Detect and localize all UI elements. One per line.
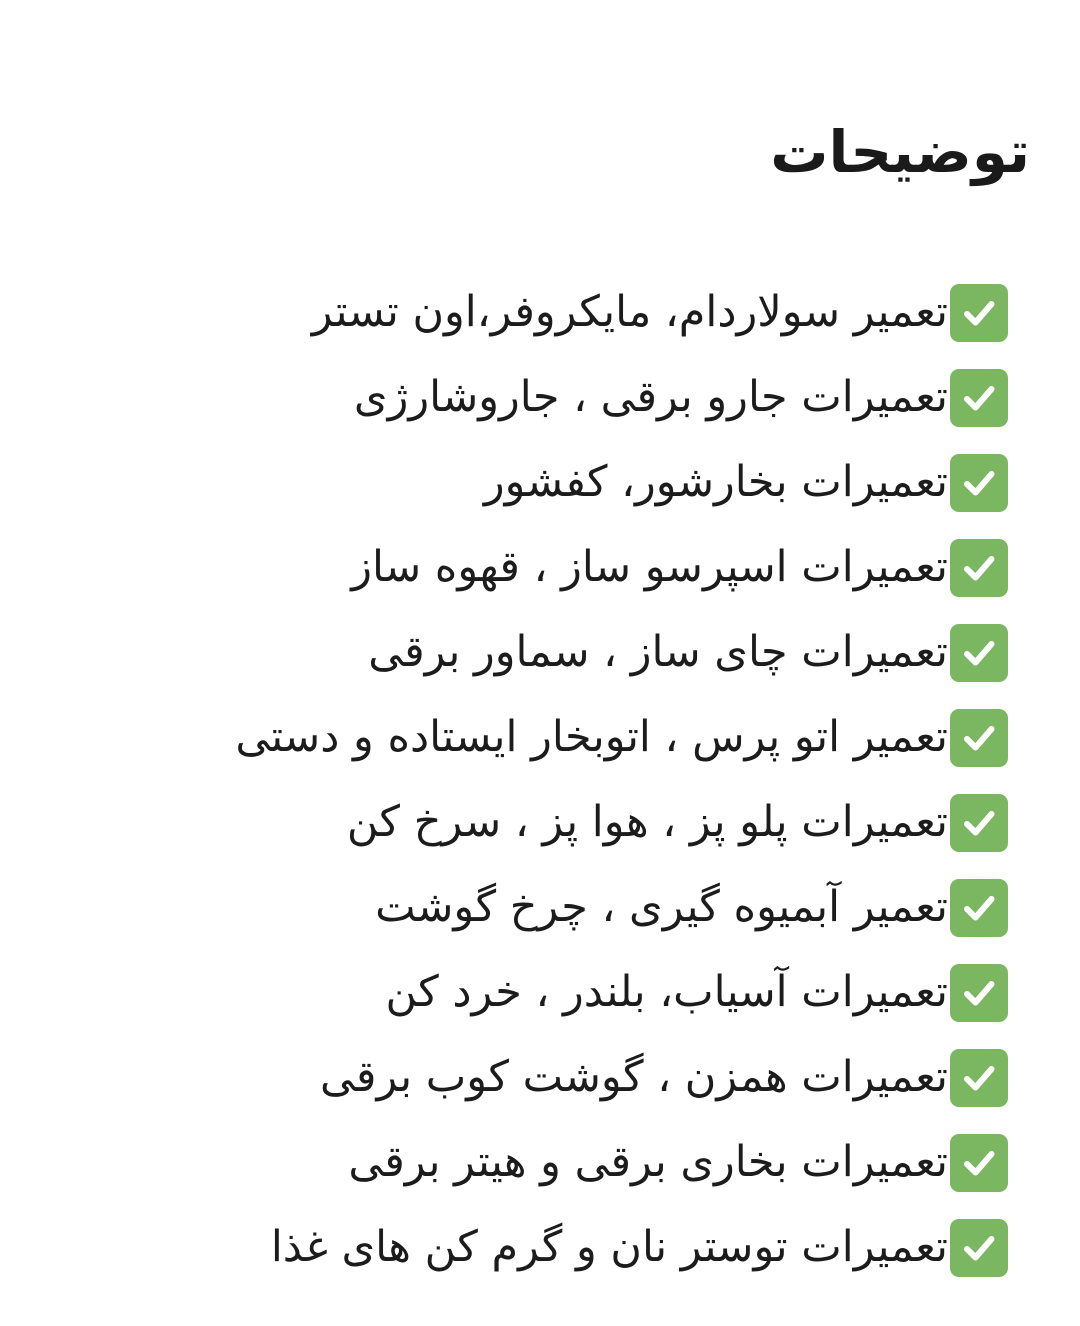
check-mark-icon xyxy=(950,369,1008,427)
list-item xyxy=(40,780,1008,865)
list-item xyxy=(40,1035,1008,1120)
check-mark-icon xyxy=(950,454,1008,512)
check-mark-icon xyxy=(950,624,1008,682)
list-item-label: تعمیرات جارو برقی ، جاروشارژی xyxy=(353,372,948,422)
list-item-label: تعمیرات همزن ، گوشت کوب برقی xyxy=(320,1052,948,1102)
check-mark-icon xyxy=(950,1134,1008,1192)
list-item-label: تعمیرات بخاری برقی و هیتر برقی xyxy=(348,1137,948,1187)
check-mark-icon xyxy=(950,964,1008,1022)
check-mark-icon xyxy=(950,284,1008,342)
list-item xyxy=(40,950,1008,1035)
list-item-label: تعمیر آبمیوه گیری ، چرخ گوشت xyxy=(375,882,948,932)
list-item-label: تعمیرات اسپرسو ساز ، قهوه ساز xyxy=(351,542,948,592)
list-item-label: تعمیرات پلو پز ، هوا پز ، سرخ کن xyxy=(346,797,948,847)
list-item-label: تعمیرات چای ساز ، سماور برقی xyxy=(368,627,948,677)
list-item-label: تعمیرات توستر نان و گرم کن های غذا xyxy=(270,1222,948,1272)
list-item xyxy=(40,440,1008,525)
list-item xyxy=(40,695,1008,780)
service-list xyxy=(40,270,1008,1290)
list-item xyxy=(40,1120,1008,1205)
check-mark-icon xyxy=(950,794,1008,852)
list-item-label: تعمیر سولاردام، مایکروفر،اون تستر xyxy=(311,287,948,337)
check-mark-icon xyxy=(950,709,1008,767)
list-item-label: تعمیرات بخارشور، کفشور xyxy=(483,457,948,507)
list-item xyxy=(40,270,1008,355)
list-item xyxy=(40,610,1008,695)
list-item-label: تعمیر اتو پرس ، اتوبخار ایستاده و دستی xyxy=(235,712,948,762)
check-mark-icon xyxy=(950,539,1008,597)
list-item xyxy=(40,1205,1008,1290)
list-item xyxy=(40,525,1008,610)
list-item-label: تعمیرات آسیاب، بلندر ، خرد کن xyxy=(385,967,948,1017)
list-item xyxy=(40,355,1008,440)
page-title: توضیحات xyxy=(770,118,1030,186)
check-mark-icon xyxy=(950,1049,1008,1107)
list-item xyxy=(40,865,1008,950)
check-mark-icon xyxy=(950,879,1008,937)
check-mark-icon xyxy=(950,1219,1008,1277)
